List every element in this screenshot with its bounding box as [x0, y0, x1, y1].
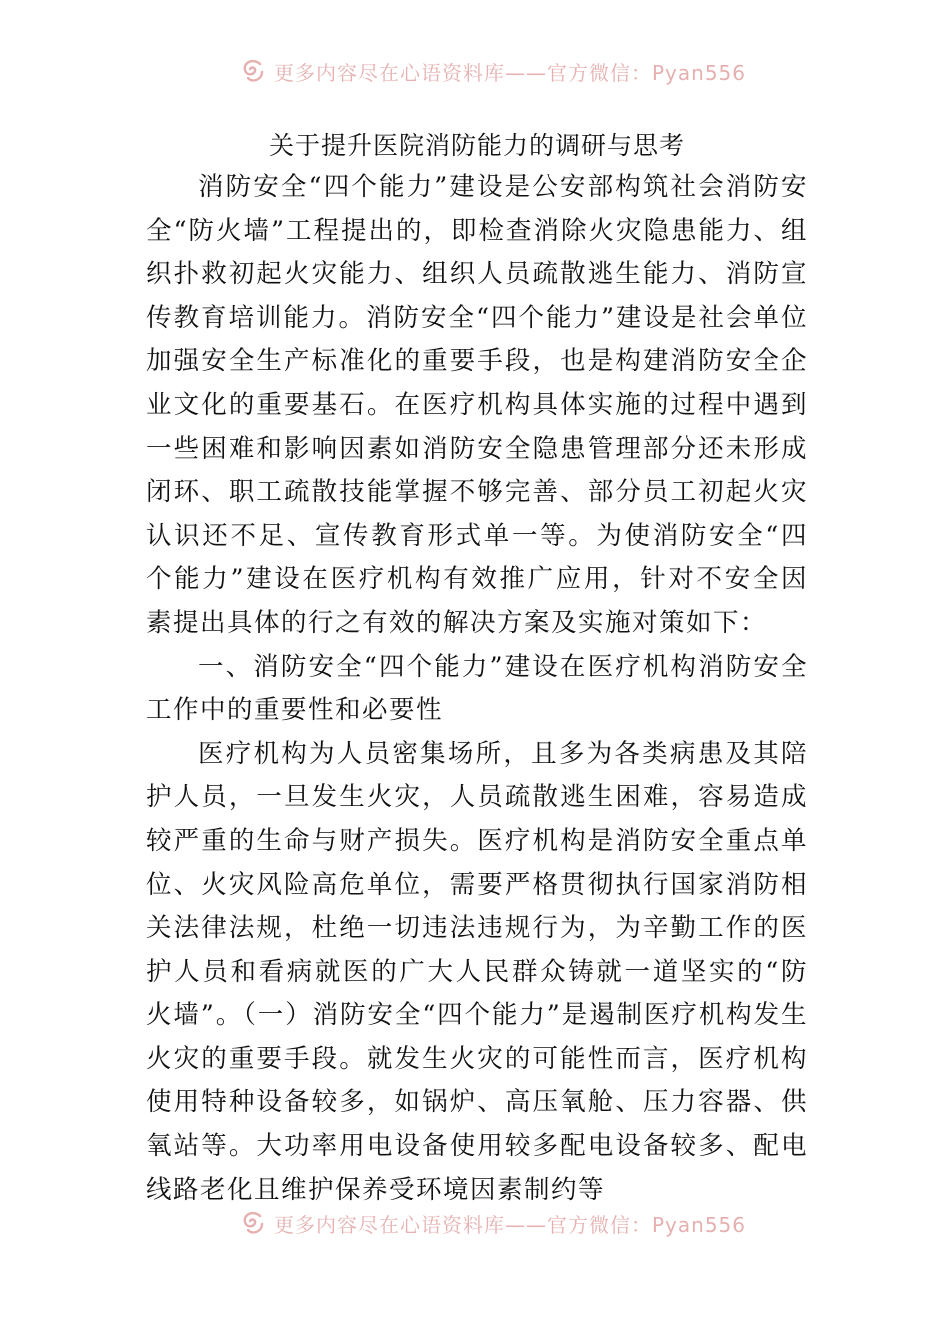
spiral-logo-icon — [240, 58, 266, 84]
watermark-text: 更多内容尽在心语资料库——官方微信：Pyan556 — [274, 1212, 747, 1237]
paragraph-intro: 消防安全“四个能力”建设是公安部构筑社会消防安全“防火墙”工程提出的，即检查消除火灾隐患能力、组织扑救初起火灾能力、组织人员疏散逃生能力、消防宣传教育培训能力。消防安全“四个能力”建设是社会单位加强安全生产标准化的重要手段，也是构建消防安全企业文化的重要基石。在医疗机构具体实施的过程中遇到一些困难和影响因素如消防安全隐患管理部分还未形成闭环、职工疏散技能掌握不够完善、部分员工初起火灾认识还不足、宣传教育形式单一等。为使消防安全“四个能力”建设在医疗机构有效推广应用，针对不安全因素提出具体的行之有效的解决方案及实施对策如下： — [146, 172, 808, 638]
paragraph-section-one: 医疗机构为人员密集场所，且多为各类病患及其陪护人员，一旦发生火灾，人员疏散逃生困难，容易造成较严重的生命与财产损失。医疗机构是消防安全重点单位、火灾风险高危单位，需要严格贯彻执行国家消防相关法律法规，杜绝一切违法违规行为，为辛勤工作的医护人员和看病就医的广大人民群众铸就一道坚实的“防火墙”。（一）消防安全“四个能力”是遏制医疗机构发生火灾的重要手段。就发生火灾的可能性而言，医疗机构使用特种设备较多，如锅炉、高压氧舱、压力容器、供氧站等。大功率用电设备使用较多配电设备较多、配电线路老化且维护保养受环境因素制约等 — [146, 738, 808, 1205]
header-watermark — [240, 54, 760, 88]
footer-watermark — [240, 1206, 760, 1240]
watermark-text: 更多内容尽在心语资料库——官方微信：Pyan556 — [274, 60, 747, 85]
document-body — [146, 126, 808, 1212]
section-heading: 一、消防安全“四个能力”建设在医疗机构消防安全工作中的重要性和必要性 — [146, 651, 808, 726]
spiral-logo-icon — [240, 1210, 266, 1236]
document-title: 关于提升医院消防能力的调研与思考 — [268, 131, 685, 160]
